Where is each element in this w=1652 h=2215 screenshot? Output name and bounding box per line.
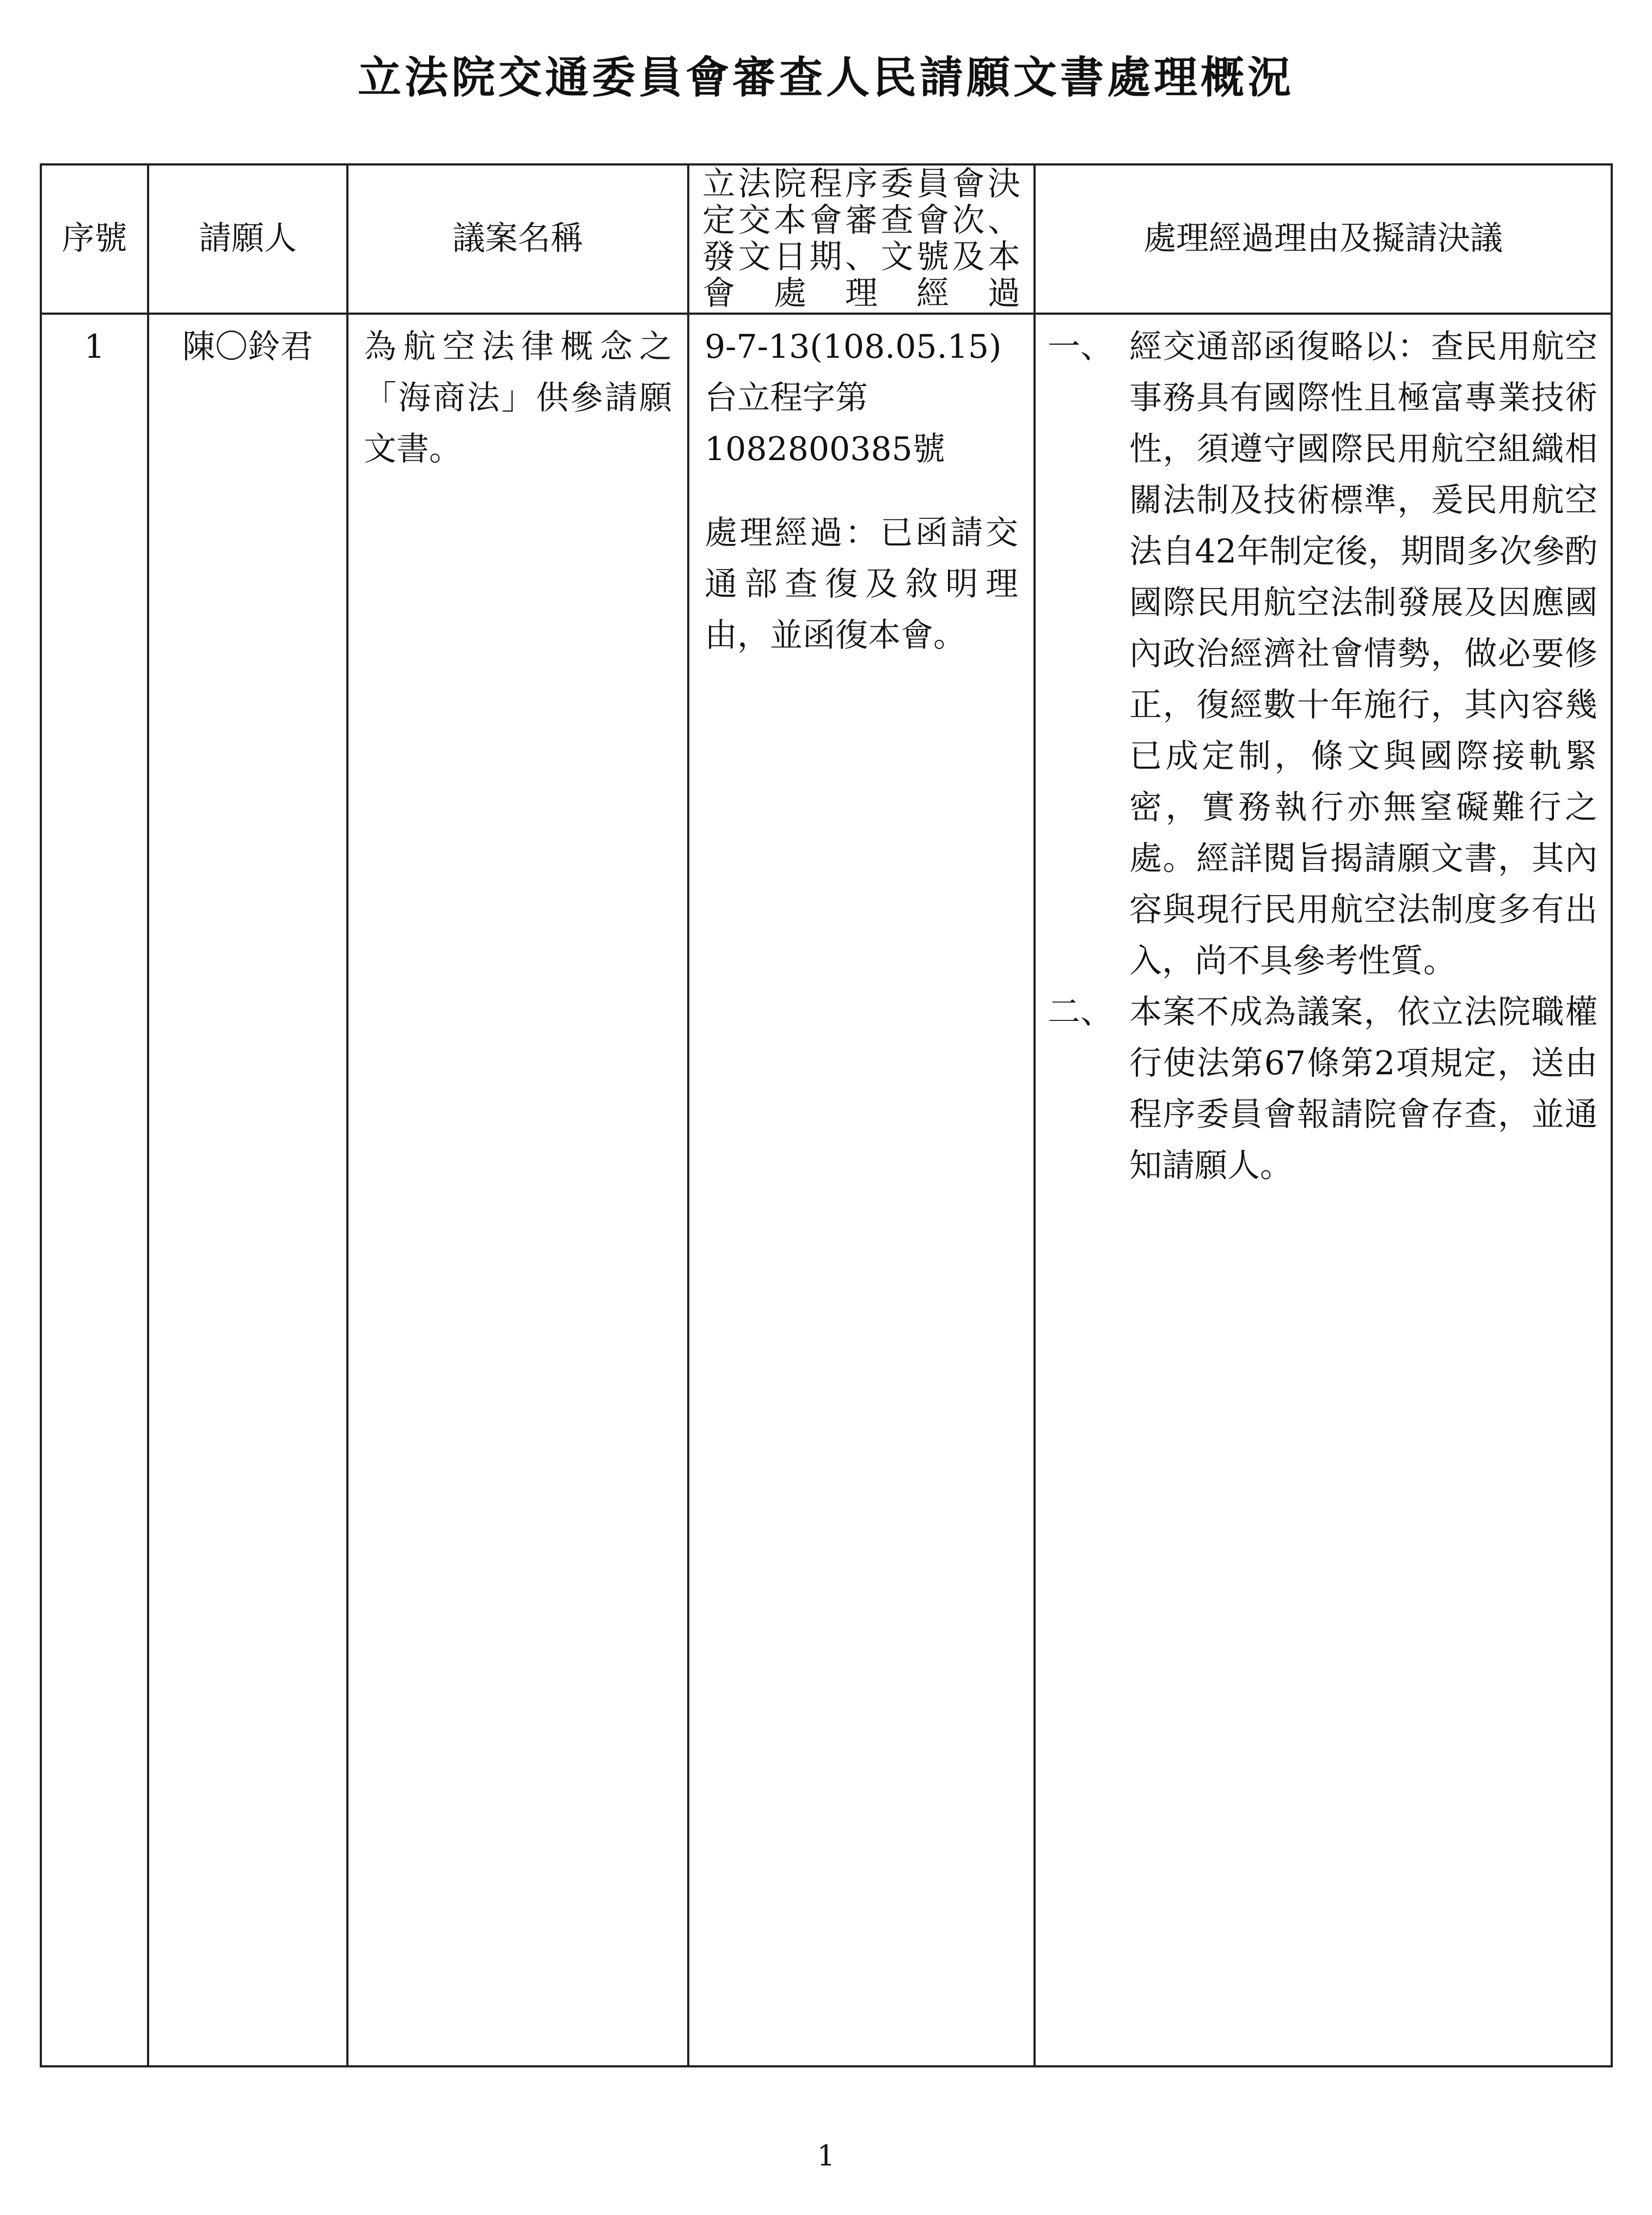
document-title: 立法院交通委員會審查人民請願文書處理概況 bbox=[358, 52, 1294, 103]
row-reason-cell bbox=[1035, 314, 1612, 2066]
header-case-name: 議案名稱 bbox=[347, 164, 688, 314]
reason-item-text: 本案不成為議案，依立法院職權行使法第67條第2項規定，送由程序委員會報請院會存查，並通知請願人。 bbox=[1129, 993, 1598, 1185]
reason-item-number: 二、 bbox=[1048, 993, 1113, 1031]
row-committee-cell bbox=[688, 314, 1035, 2066]
header-petitioner: 請願人 bbox=[148, 164, 347, 314]
row-no: 1 bbox=[84, 328, 105, 366]
reason-item-text: 經交通部函復略以：查民用航空事務具有國際性且極富專業技術性，須遵守國際民用航空組織相關法制及技術標準，爰民用航空法自42年制定後，期間多次參酌國際民用航空法制發展及因應國內政治經濟社會情勢，做必要修正，復經數十年施行，其內容幾已成定制，條文與國際接軌緊密，實務執行亦無窒礙難行之處。經詳閱旨揭請願文書，其內容與現行民用航空法制度多有出入，尚不具參考性質。 bbox=[1129, 328, 1598, 980]
reason-item bbox=[1048, 987, 1598, 1191]
table-row bbox=[41, 314, 1612, 2066]
header-committee-text: 立法院程序委員會決定交本會審查會次、發文日期、文號及本會處理經過 bbox=[702, 164, 1020, 313]
row-no-cell bbox=[41, 314, 148, 2066]
reason-list bbox=[1048, 321, 1598, 1191]
table-header-row bbox=[41, 164, 1612, 314]
row-case-name: 為航空法律概念之「海商法」供參請願文書。 bbox=[364, 328, 672, 468]
page-number: 1 bbox=[817, 2140, 835, 2173]
header-reason: 處理經過理由及擬請決議 bbox=[1035, 164, 1612, 314]
row-case-name-cell bbox=[347, 314, 688, 2066]
petition-table bbox=[40, 163, 1613, 2067]
row-committee-process: 處理經過：已函請交通部查復及敘明理由，並函復本會。 bbox=[705, 514, 1018, 654]
header-committee bbox=[688, 164, 1035, 314]
row-petitioner-cell bbox=[148, 314, 347, 2066]
reason-item bbox=[1048, 321, 1598, 987]
header-no: 序號 bbox=[41, 164, 148, 314]
row-committee-session: 9-7-13(108.05.15) bbox=[705, 328, 1002, 366]
reason-item-number: 一、 bbox=[1048, 328, 1113, 366]
row-petitioner: 陳〇鈴君 bbox=[182, 328, 313, 366]
row-committee-doc: 台立程字第1082800385號 bbox=[705, 379, 945, 468]
